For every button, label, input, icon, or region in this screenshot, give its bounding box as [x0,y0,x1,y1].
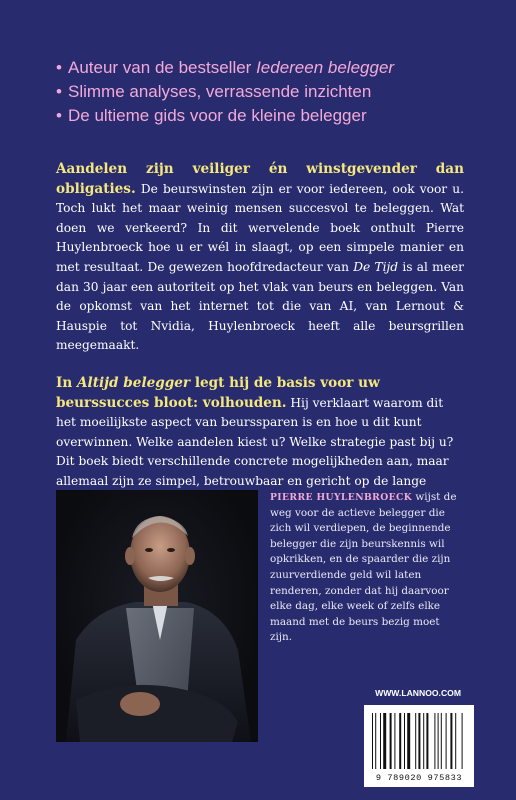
barcode-bar [394,713,395,769]
barcode-bar [407,713,410,769]
bullet-dot: • [56,58,62,77]
feature-bullet [56,104,496,128]
blurb-lead-2b: legt hij de basis voor uw beurssucces bloot: volhouden. [56,375,380,411]
barcode-bar [455,713,456,769]
author-bio-text: wijst de weg voor de actieve belegger die zich wil verdiepen, de beginnende belegger die zijn beurskennis wil opkrikken, en de spaarder die zijn zuurverdiende geld wil laten renderen, zonder dat hij daarvoor elke dag, elke week of zelfs elke maand met de beurs bezig moet zijn. [270,491,457,644]
barcode-bar [415,713,416,769]
author-bio [270,490,462,646]
barcode-bar [380,713,381,769]
barcode-bar [446,713,447,769]
bullet-dot: • [56,82,62,101]
barcode-bar [438,713,439,769]
feature-bullet-list [56,56,496,128]
barcode-bar [450,713,452,769]
author-portrait-illustration [56,490,258,742]
barcode-bar [426,713,428,769]
author-photo [56,490,258,742]
blurb-lead-2a: In [56,375,77,391]
bullet-text-plain: Auteur van de bestseller [68,58,257,77]
barcode-bar [399,713,401,769]
bullet-text: De ultieme gids voor de kleine belegger [68,106,367,125]
isbn-barcode [364,705,474,787]
publisher-website: WWW.LANNOO.COM [375,688,461,698]
bullet-text [68,56,394,80]
barcode-bar [423,713,424,769]
blurb-lead-1: Aandelen zijn veiliger én winstgevender dan obligaties [56,161,464,197]
feature-bullet [56,80,496,104]
barcode-bars [372,713,466,769]
bullet-text-italic: Iedereen belegger [256,58,395,77]
blurb-body-2: Hij verklaart waarom dit het moeilijkste aspect van beurssparen is en hoe u dit kunt overwinnen. Welke aandelen kiest u? Welke strategie past bij u? Dit boek biedt verschillende concrete mogelijkheden aan, maar allemaal zijn ze simpel, betrouwbaar en gericht op de lange [56,395,454,488]
blurb-body-1b: is al meer dan 30 jaar een autoriteit op het vlak van beurs en beleggen. Van de opkomst van het internet tot die van AI, van Lernout & Hauspie tot Nvidia, Huylenbroeck heeft alle beursgrillen meegemaakt. [56,259,464,353]
bullet-dot: • [56,106,62,125]
barcode-bar [434,713,435,769]
barcode-bar [383,713,386,769]
barcode-bar [418,713,420,769]
feature-bullet [56,56,496,80]
blurb-lead-2-italic: Altijd belegger [76,375,191,391]
barcode-bar [462,713,463,769]
bullet-text: Slimme analyses, verrassende inzichten [68,82,372,101]
blurb-body-1a: De beurswinsten zijn er voor iedereen, ook voor u. Toch lukt het maar weinig mensen succesvol te beleggen. Wat doen we verkeerd? In dit wervelende boek onthult Pierre Huylenbroeck hoe u er wél in slaagt, op een simpele manier en met resultaat. De gewezen hoofdredacteur van [56,181,464,274]
barcode-bar [390,713,392,769]
barcode-bar [372,713,373,769]
blurb-paragraph-1 [56,160,464,356]
blurb-lead-1-end: . [130,180,136,197]
barcode-bar [441,713,442,769]
barcode-bar [404,713,405,769]
barcode-bar [375,713,376,769]
blurb-body-1-italic: De Tijd [353,259,399,274]
isbn-number: 9 789020 975833 [375,773,463,783]
author-name: PIERRE HUYLENBROECK [270,492,413,503]
